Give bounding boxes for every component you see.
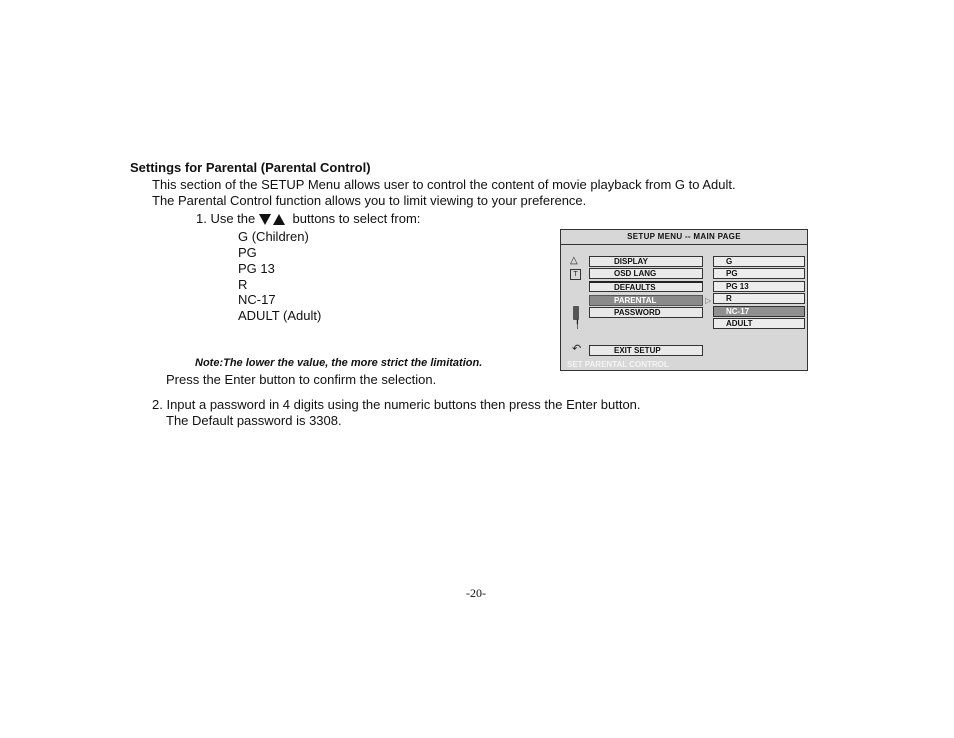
section-title: Settings for Parental (Parental Control)	[130, 160, 371, 175]
step1-instruction	[196, 211, 420, 226]
osd-hint: SET PARENTAL CONTROL	[567, 360, 669, 369]
up-arrow-icon	[273, 214, 285, 225]
osd-menu-display[interactable]: DISPLAY	[589, 256, 703, 267]
rating-adult: ADULT (Adult)	[238, 308, 322, 323]
key-icon: ╿	[575, 320, 580, 329]
osd-menu-password[interactable]: PASSWORD	[589, 307, 703, 318]
step1-prefix: 1. Use the	[196, 211, 256, 226]
osd-menu-defaults[interactable]: DEFAULTS	[589, 281, 703, 292]
language-icon: T	[570, 269, 581, 280]
osd-option-adult[interactable]: ADULT	[713, 318, 805, 329]
lock-icon	[573, 306, 579, 320]
page-number: -20-	[466, 586, 486, 600]
step2-line-2: The Default password is 3308.	[166, 413, 342, 428]
intro-line-2: The Parental Control function allows you to limit viewing to your preference.	[152, 193, 587, 208]
rating-pg13: PG 13	[238, 261, 275, 276]
osd-option-g[interactable]: G	[713, 256, 805, 267]
display-icon: △	[570, 255, 578, 266]
rating-r: R	[238, 277, 248, 292]
rating-nc17: NC-17	[238, 292, 276, 307]
intro-line-1: This section of the SETUP Menu allows user to control the content of movie playback from G to Adult.	[152, 177, 736, 192]
rating-pg: PG	[238, 245, 257, 260]
note-text: Note:The lower the value, the more strict the limitation.	[195, 357, 483, 369]
submenu-arrow-icon: ▷	[705, 296, 712, 305]
osd-exit-setup[interactable]: EXIT SETUP	[589, 345, 703, 356]
rating-g: G (Children)	[238, 229, 309, 244]
setup-menu-screen	[560, 229, 808, 371]
step2-line-1: 2. Input a password in 4 digits using the numeric buttons then press the Enter button.	[152, 397, 641, 412]
osd-option-r[interactable]: R	[713, 293, 805, 304]
osd-option-nc17[interactable]: NC-17	[713, 306, 805, 317]
confirm-text: Press the Enter button to confirm the selection.	[166, 372, 437, 387]
osd-option-pg13[interactable]: PG 13	[713, 281, 805, 292]
osd-title: SETUP MENU -- MAIN PAGE	[561, 230, 807, 245]
osd-option-pg[interactable]: PG	[713, 268, 805, 279]
step1-suffix: buttons to select from:	[292, 211, 421, 226]
osd-menu-parental[interactable]: PARENTAL	[589, 295, 703, 306]
exit-icon: ↶	[572, 343, 582, 355]
osd-menu-osd-lang[interactable]: OSD LANG	[589, 268, 703, 279]
down-arrow-icon	[259, 214, 271, 225]
